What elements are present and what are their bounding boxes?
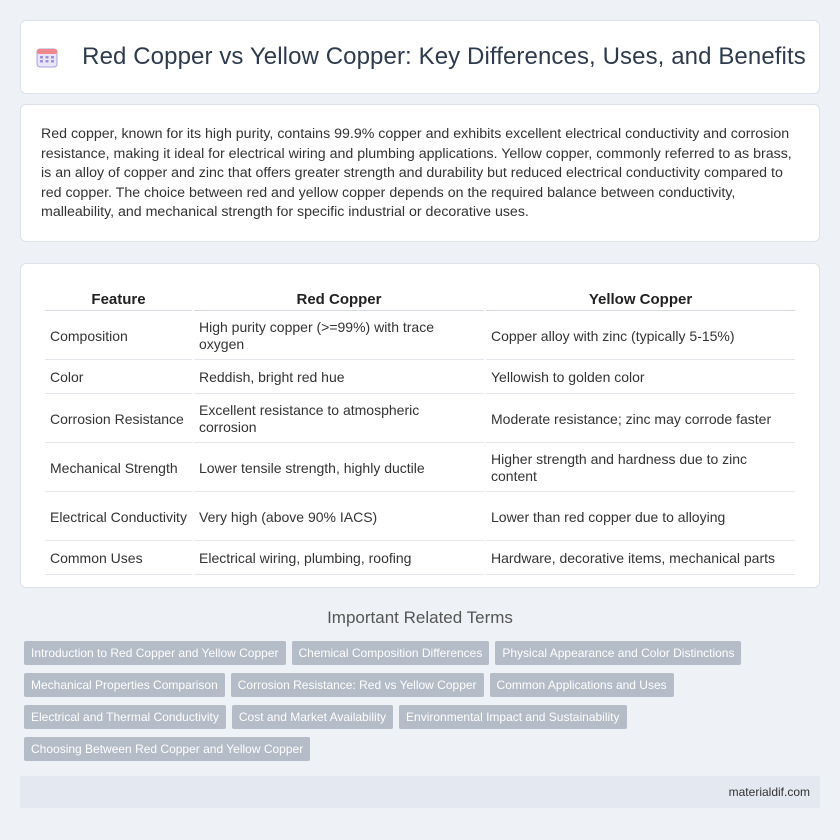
table-cell: Color — [45, 362, 192, 394]
table-cell: Composition — [45, 313, 192, 360]
table-cell: Hardware, decorative items, mechanical parts — [486, 543, 795, 575]
footer-bar — [20, 776, 820, 808]
table-cell: High purity copper (>=99%) with trace oxygen — [194, 313, 484, 360]
footer-site-link[interactable]: materialdif.com — [728, 785, 810, 799]
comparison-table-card — [20, 263, 820, 588]
table-cell: Reddish, bright red hue — [194, 362, 484, 394]
related-term-tag[interactable]: Corrosion Resistance: Red vs Yellow Copper — [231, 673, 484, 697]
table-cell: Higher strength and hardness due to zinc content — [486, 445, 795, 492]
table-row — [45, 313, 795, 360]
column-header-yellow-copper: Yellow Copper — [486, 288, 795, 311]
table-cell: Copper alloy with zinc (typically 5-15%) — [486, 313, 795, 360]
table-cell: Excellent resistance to atmospheric corrosion — [194, 396, 484, 443]
table-row — [45, 543, 795, 575]
related-terms-title: Important Related Terms — [327, 608, 513, 627]
table-cell: Lower tensile strength, highly ductile — [194, 445, 484, 492]
table-cell: Yellowish to golden color — [486, 362, 795, 394]
related-term-tag[interactable]: Cost and Market Availability — [232, 705, 393, 729]
related-term-tag[interactable]: Common Applications and Uses — [490, 673, 674, 697]
related-term-tag[interactable]: Mechanical Properties Comparison — [24, 673, 225, 697]
table-cell: Mechanical Strength — [45, 445, 192, 492]
calendar-icon — [34, 44, 60, 70]
table-row — [45, 445, 795, 492]
table-header-row — [45, 288, 795, 311]
column-header-red-copper: Red Copper — [194, 288, 484, 311]
column-header-feature: Feature — [45, 288, 192, 311]
table-row — [45, 494, 795, 541]
table-cell: Corrosion Resistance — [45, 396, 192, 443]
header-card — [20, 20, 820, 94]
table-cell: Electrical wiring, plumbing, roofing — [194, 543, 484, 575]
comparison-table — [43, 286, 797, 577]
related-term-tag[interactable]: Electrical and Thermal Conductivity — [24, 705, 226, 729]
table-row — [45, 362, 795, 394]
table-cell: Very high (above 90% IACS) — [194, 494, 484, 541]
table-cell: Lower than red copper due to alloying — [486, 494, 795, 541]
related-term-tag[interactable]: Chemical Composition Differences — [292, 641, 490, 665]
table-row — [45, 396, 795, 443]
related-term-tag[interactable]: Introduction to Red Copper and Yellow Copper — [24, 641, 286, 665]
intro-card — [20, 104, 820, 242]
intro-paragraph: Red copper, known for its high purity, contains 99.9% copper and exhibits excellent electrical conductivity and corrosion resistance, making it ideal for electrical wiring and plumbing applications. Yellow copper, commonly referred to as brass, is an alloy of copper and zinc that offers greater strength and durability but reduced electrical conductivity compared to red copper. The choice between red and yellow copper depends on the required balance between conductivity, malleability, and mechanical strength for specific industrial or decorative uses. — [41, 126, 792, 220]
page-title: Red Copper vs Yellow Copper: Key Differences, Uses, and Benefits — [82, 43, 806, 70]
related-term-tag[interactable]: Environmental Impact and Sustainability — [399, 705, 626, 729]
related-terms-list — [24, 641, 814, 761]
table-cell: Common Uses — [45, 543, 192, 575]
table-cell: Moderate resistance; zinc may corrode faster — [486, 396, 795, 443]
related-term-tag[interactable]: Choosing Between Red Copper and Yellow Copper — [24, 737, 310, 761]
table-cell: Electrical Conductivity — [45, 494, 192, 541]
related-term-tag[interactable]: Physical Appearance and Color Distinctions — [495, 641, 741, 665]
